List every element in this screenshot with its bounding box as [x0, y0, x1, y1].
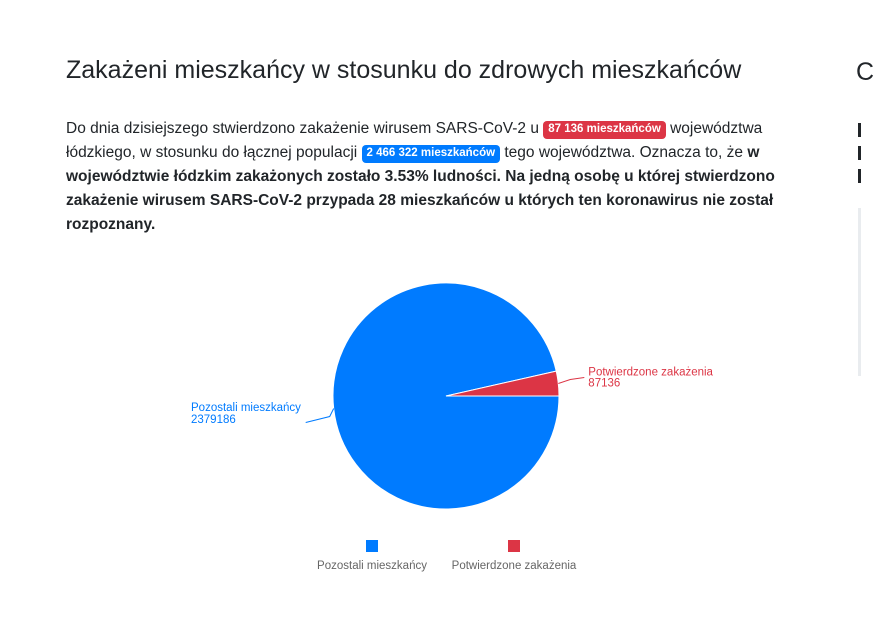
description-text-2: województwa łódzkiego, w stosunku do łącznej populacji [66, 120, 763, 161]
adjacent-text-edge [858, 146, 861, 160]
infected-count-badge: 87 136 mieszkańców [543, 121, 666, 139]
leader-line-healthy [306, 409, 334, 423]
legend-label-pozostali-mieszkancy: Pozostali mieszkańcy [317, 560, 427, 572]
legend-label-potwierdzone-zakazenia: Potwierdzone zakażenia [451, 560, 577, 572]
data-label-value-infected: 87136 [588, 377, 621, 390]
section-title: Zakażeni mieszkańcy w stosunku do zdrowych mieszkańców [66, 56, 742, 84]
adjacent-text-edge [858, 169, 861, 183]
description-text-1: Do dnia dzisiejszego stwierdzono zakażenie wirusem SARS-CoV-2 u [66, 120, 544, 137]
adjacent-text-edge [858, 123, 861, 137]
description-text-3: tego województwa. Oznacza to, że [500, 144, 748, 161]
population-badge: 2 466 322 mieszkańców [362, 145, 501, 163]
adjacent-panel-border [858, 208, 861, 376]
legend-swatch-potwierdzone-zakazenia [508, 540, 520, 552]
description-bold-summary: w województwie łódzkim zakażonych zostało 3.53% ludności. Na jedną osobę u której stwierdzono zakażenie wirusem SARS-CoV-2 przypada 28 mieszkańców u których ten koronawirus nie został rozpoznany. [66, 144, 775, 233]
legend-swatch-pozostali-mieszkancy [366, 540, 378, 552]
leader-line-infected [558, 377, 584, 383]
data-label-value-healthy: 2379186 [191, 414, 236, 426]
data-label-name-healthy: Pozostali mieszkańcy [191, 402, 301, 414]
data-label-name-infected: Potwierdzone zakażenia [588, 366, 713, 379]
adjacent-column-edge: C [856, 58, 874, 86]
